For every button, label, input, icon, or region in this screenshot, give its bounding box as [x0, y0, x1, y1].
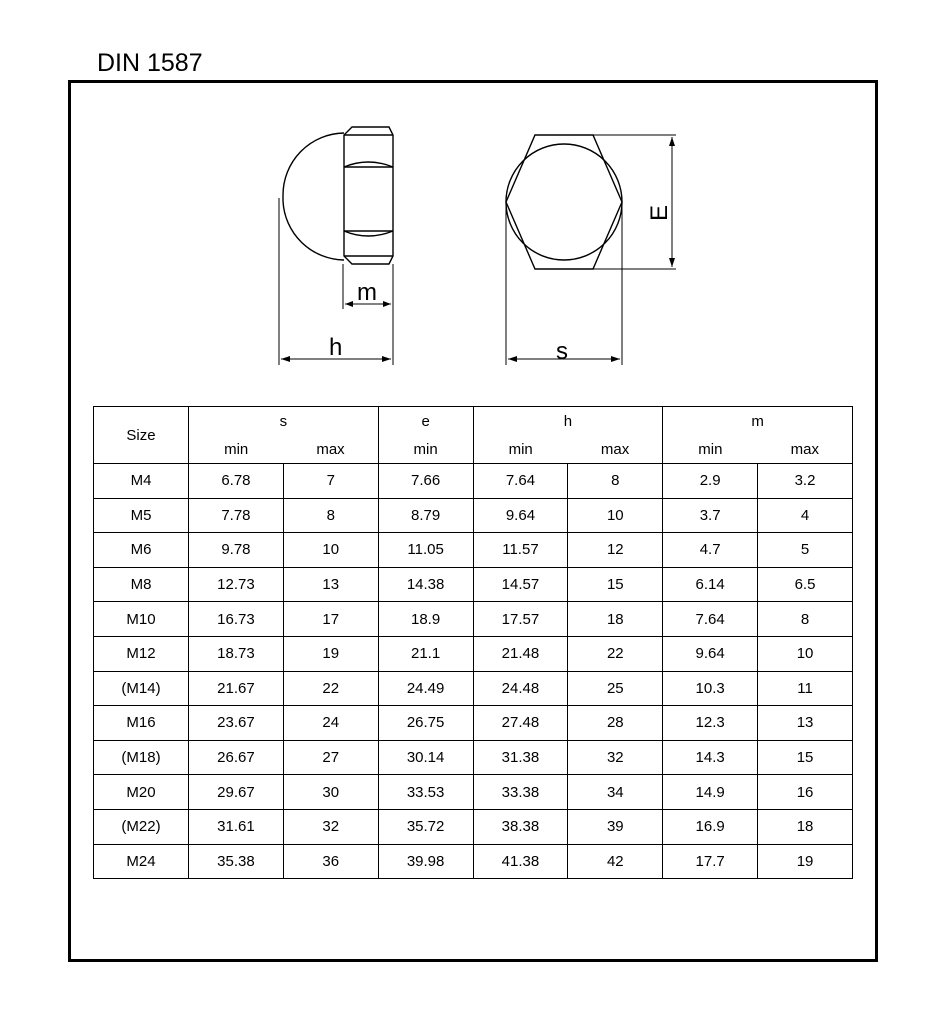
- cell-m-max: 13: [758, 706, 853, 741]
- cell-s-min: 21.67: [189, 671, 284, 706]
- cell-m-max: 18: [758, 809, 853, 844]
- cell-m-min: 10.3: [663, 671, 758, 706]
- cell-e-min: 24.49: [378, 671, 473, 706]
- cell-e-min: 18.9: [378, 602, 473, 637]
- cell-h-min: 38.38: [473, 809, 568, 844]
- cell-s-min: 9.78: [189, 533, 284, 568]
- table-row: [94, 809, 853, 844]
- cell-e-min: 39.98: [378, 844, 473, 879]
- cell-s-max: 30: [283, 775, 378, 810]
- group-header-m: m: [663, 407, 853, 436]
- cell-e-min: 7.66: [378, 464, 473, 499]
- cell-size: M20: [94, 775, 189, 810]
- sub-header-s-max: max: [283, 435, 378, 464]
- cell-s-max: 19: [283, 636, 378, 671]
- cell-m-max: 4: [758, 498, 853, 533]
- sub-header-h-min: min: [473, 435, 568, 464]
- cell-h-max: 22: [568, 636, 663, 671]
- dim-label-e: E: [646, 204, 673, 222]
- table-row: [94, 636, 853, 671]
- cell-m-max: 10: [758, 636, 853, 671]
- cell-s-max: 22: [283, 671, 378, 706]
- cell-size: M8: [94, 567, 189, 602]
- cell-m-min: 3.7: [663, 498, 758, 533]
- cell-h-max: 15: [568, 567, 663, 602]
- cell-s-min: 18.73: [189, 636, 284, 671]
- dim-label-m: m: [357, 279, 377, 306]
- cell-m-min: 17.7: [663, 844, 758, 879]
- table-row: [94, 671, 853, 706]
- sub-header-h-max: max: [568, 435, 663, 464]
- cell-size: M10: [94, 602, 189, 637]
- table-row: [94, 533, 853, 568]
- cell-h-max: 12: [568, 533, 663, 568]
- cell-m-min: 14.3: [663, 740, 758, 775]
- table-row: [94, 740, 853, 775]
- cell-s-max: 27: [283, 740, 378, 775]
- cell-s-min: 12.73: [189, 567, 284, 602]
- cell-h-max: 32: [568, 740, 663, 775]
- cell-m-max: 11: [758, 671, 853, 706]
- cell-m-min: 12.3: [663, 706, 758, 741]
- cell-m-max: 16: [758, 775, 853, 810]
- cell-e-min: 35.72: [378, 809, 473, 844]
- cell-h-min: 27.48: [473, 706, 568, 741]
- cell-h-min: 11.57: [473, 533, 568, 568]
- cell-s-min: 7.78: [189, 498, 284, 533]
- cell-size: (M14): [94, 671, 189, 706]
- cell-s-max: 13: [283, 567, 378, 602]
- cell-h-min: 21.48: [473, 636, 568, 671]
- group-header-h: h: [473, 407, 663, 436]
- table-body: [94, 464, 853, 879]
- table-row: [94, 775, 853, 810]
- cell-s-max: 36: [283, 844, 378, 879]
- cell-h-min: 31.38: [473, 740, 568, 775]
- hex-top-outline: [506, 135, 622, 269]
- hex-inner-circle: [506, 144, 622, 260]
- cell-s-max: 7: [283, 464, 378, 499]
- cell-h-min: 14.57: [473, 567, 568, 602]
- cell-size: (M22): [94, 809, 189, 844]
- dim-label-h: h: [329, 334, 343, 361]
- cell-h-max: 10: [568, 498, 663, 533]
- cell-m-max: 5: [758, 533, 853, 568]
- cell-e-min: 8.79: [378, 498, 473, 533]
- cell-s-min: 6.78: [189, 464, 284, 499]
- cell-m-min: 16.9: [663, 809, 758, 844]
- cell-m-min: 9.64: [663, 636, 758, 671]
- hex-side-outline: [344, 127, 393, 264]
- cell-size: (M18): [94, 740, 189, 775]
- table-row: [94, 498, 853, 533]
- cell-size: M16: [94, 706, 189, 741]
- dome-outline: [283, 133, 344, 260]
- cell-e-min: 33.53: [378, 775, 473, 810]
- cell-s-min: 16.73: [189, 602, 284, 637]
- cell-h-max: 42: [568, 844, 663, 879]
- cell-h-max: 34: [568, 775, 663, 810]
- sub-header-m-min: min: [663, 435, 758, 464]
- sub-header-e-min: min: [378, 435, 473, 464]
- table-row: [94, 464, 853, 499]
- table-row: [94, 844, 853, 879]
- cell-m-max: 15: [758, 740, 853, 775]
- table-row: [94, 706, 853, 741]
- group-header-s: s: [189, 407, 379, 436]
- cell-h-min: 9.64: [473, 498, 568, 533]
- cell-h-max: 39: [568, 809, 663, 844]
- cell-size: M12: [94, 636, 189, 671]
- cell-size: M4: [94, 464, 189, 499]
- cell-size: M5: [94, 498, 189, 533]
- cell-h-min: 33.38: [473, 775, 568, 810]
- cell-s-max: 17: [283, 602, 378, 637]
- cell-e-min: 30.14: [378, 740, 473, 775]
- drawing-frame: [68, 80, 878, 962]
- cell-m-max: 6.5: [758, 567, 853, 602]
- cell-m-min: 4.7: [663, 533, 758, 568]
- cell-h-min: 24.48: [473, 671, 568, 706]
- cell-m-max: 3.2: [758, 464, 853, 499]
- cell-s-min: 35.38: [189, 844, 284, 879]
- cell-m-max: 8: [758, 602, 853, 637]
- cell-s-min: 29.67: [189, 775, 284, 810]
- cell-size: M24: [94, 844, 189, 879]
- cell-s-max: 8: [283, 498, 378, 533]
- sub-header-s-min: min: [189, 435, 284, 464]
- cell-s-max: 32: [283, 809, 378, 844]
- cell-s-min: 26.67: [189, 740, 284, 775]
- cell-h-max: 28: [568, 706, 663, 741]
- dimensions-table: [93, 406, 853, 879]
- table-row: [94, 602, 853, 637]
- cell-m-max: 19: [758, 844, 853, 879]
- cell-size: M6: [94, 533, 189, 568]
- cell-h-max: 25: [568, 671, 663, 706]
- group-header-e: e: [378, 407, 473, 436]
- cell-m-min: 14.9: [663, 775, 758, 810]
- cell-s-max: 24: [283, 706, 378, 741]
- cell-e-min: 14.38: [378, 567, 473, 602]
- sub-header-m-max: max: [758, 435, 853, 464]
- cell-h-min: 7.64: [473, 464, 568, 499]
- cell-h-min: 41.38: [473, 844, 568, 879]
- cell-h-max: 18: [568, 602, 663, 637]
- table-row: [94, 567, 853, 602]
- cell-e-min: 11.05: [378, 533, 473, 568]
- cell-m-min: 7.64: [663, 602, 758, 637]
- document-title: DIN 1587: [97, 49, 203, 77]
- cell-s-max: 10: [283, 533, 378, 568]
- cell-s-min: 23.67: [189, 706, 284, 741]
- cell-m-min: 2.9: [663, 464, 758, 499]
- technical-drawing: [71, 83, 875, 403]
- cell-m-min: 6.14: [663, 567, 758, 602]
- cell-e-min: 21.1: [378, 636, 473, 671]
- cell-h-min: 17.57: [473, 602, 568, 637]
- cell-s-min: 31.61: [189, 809, 284, 844]
- cell-h-max: 8: [568, 464, 663, 499]
- dim-label-s: s: [556, 338, 568, 365]
- size-header: Size: [94, 407, 189, 464]
- cell-e-min: 26.75: [378, 706, 473, 741]
